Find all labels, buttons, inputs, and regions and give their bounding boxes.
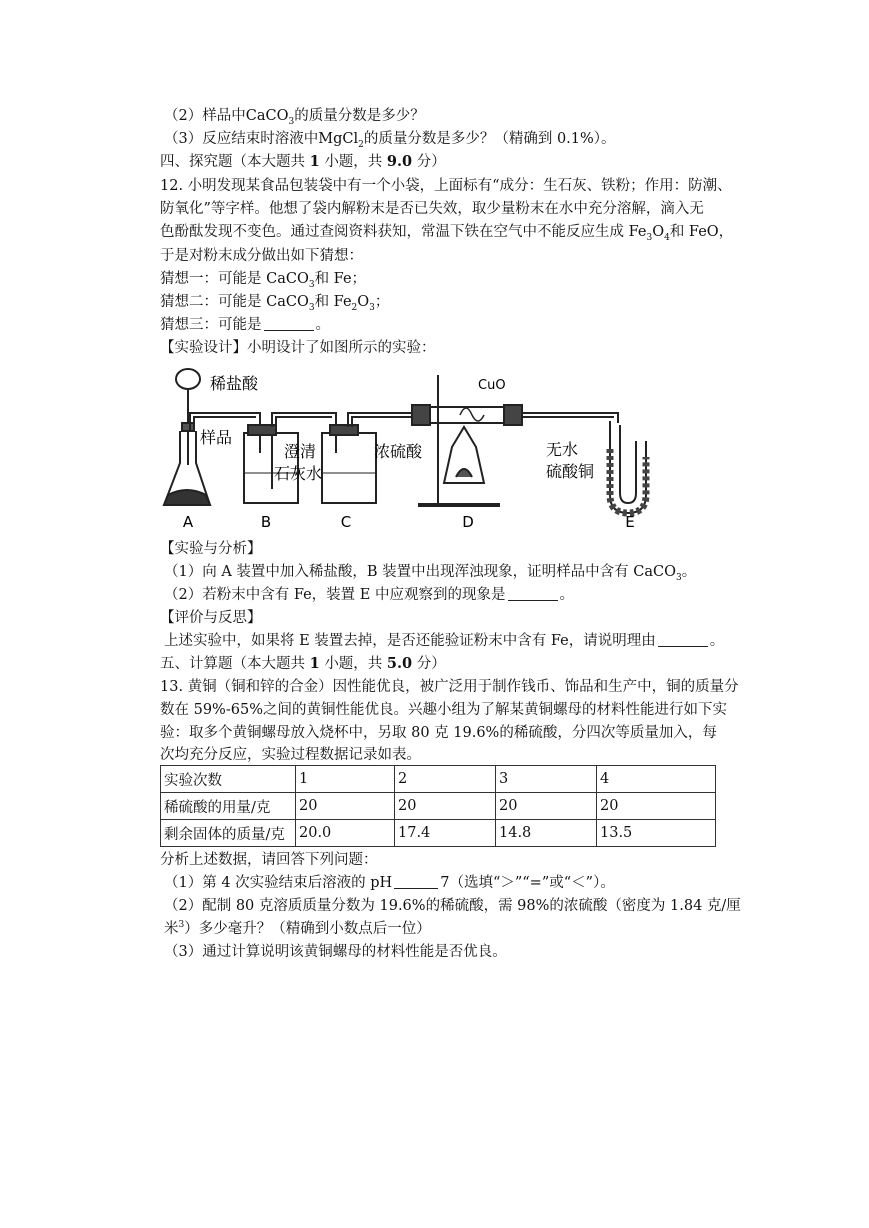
section4-heading: 四、探究题（本大题共 1 小题，共 9.0 分）: [160, 153, 446, 170]
table-row: [161, 766, 716, 793]
label-limewater-2: 石灰水: [274, 464, 323, 483]
label-E: E: [625, 513, 635, 531]
answer-blank: [658, 632, 708, 647]
analysis-1: （1）向 A 装置中加入稀盐酸，B 装置中出现浑浊现象，证明样品中含有 CaCO$_3$。: [164, 564, 697, 583]
answer-blank: [508, 586, 558, 601]
q12-line3: 色酚酞发现不变色。通过查阅资料获知，常温下铁在空气中不能反应生成 $Fe_3O_4$和 FeO，: [160, 224, 734, 243]
label-sample: 样品: [200, 428, 233, 447]
q13-part1: （1）第 4 次实验结束后溶液的 pH 7（选填“＞”“=”或“＜”）。: [164, 875, 615, 891]
label-limewater-1: 澄清: [284, 442, 317, 461]
q13-part3: （3）通过计算说明该黄铜螺母的材料性能是否优良。: [164, 944, 507, 960]
table-cell: 13.5: [597, 820, 716, 847]
q13-line3: 验：取多个黄铜螺母放入烧杯中，另取 80 克 19.6%的稀硫酸，分四次等质量加入，每: [160, 725, 717, 741]
q11-part3: （3）反应结束时溶液中MgCl$_2$的质量分数是多少？（精确到 0.1%）。: [164, 131, 616, 150]
guess-2: 猜想二：可能是 CaCO$_3$和 $Fe_2O_3$；: [160, 294, 390, 313]
table-row: [161, 820, 716, 847]
table-cell: 实验次数: [161, 766, 296, 793]
answer-blank: [394, 874, 438, 889]
q12-line2: 防氧化”等字样。他想了袋内解粉末是否已失效，取少量粉末在水中充分溶解，滴入无: [160, 201, 704, 217]
experiment-data-table: [160, 765, 716, 847]
q13-line1: 13. 黄铜（铜和锌的合金）因性能优良，被广泛用于制作钱币、饰品和生产中，铜的质量分: [160, 679, 739, 695]
table-cell: 剩余固体的质量/克: [161, 820, 296, 847]
label-cuso4-1: 无水: [546, 440, 579, 459]
label-cuo: CuO: [478, 378, 506, 393]
apparatus-diagram: [160, 365, 680, 533]
evaluation-heading: 【评价与反思】: [160, 610, 262, 626]
evaluation-question: 上述实验中，如果将 E 装置去掉，是否还能验证粉末中含有 Fe，请说明理由 。: [164, 633, 725, 649]
table-cell: 20: [395, 793, 496, 820]
label-B: B: [260, 513, 272, 531]
label-cuso4-2: 硫酸铜: [546, 462, 595, 481]
answer-blank: [264, 316, 314, 331]
table-cell: 20: [496, 793, 597, 820]
table-cell: 1: [296, 766, 395, 793]
label-D: D: [462, 513, 474, 531]
experiment-design: 【实验设计】小明设计了如图所示的实验：: [160, 340, 436, 356]
q12-line4: 于是对粉末成分做出如下猜想：: [160, 248, 363, 264]
table-cell: 4: [597, 766, 716, 793]
label-dilute-hcl: 稀盐酸: [210, 374, 259, 393]
q13-part2-line2: 米$^3$）多少毫升？（精确到小数点后一位）: [164, 920, 431, 937]
guess-3: 猜想三：可能是 。: [160, 317, 330, 333]
q13-line2: 数在 59%-65%之间的黄铜性能优良。兴趣小组为了解某黄铜螺母的材料性能进行如下实: [160, 702, 727, 718]
table-row: [161, 793, 716, 820]
label-C: C: [340, 513, 352, 531]
table-cell: 2: [395, 766, 496, 793]
q13-instruction: 分析上述数据，请回答下列问题：: [160, 852, 378, 868]
analysis-2: （2）若粉末中含有 Fe，装置 E 中应观察到的现象是 。: [164, 587, 574, 603]
table-cell: 20: [296, 793, 395, 820]
analysis-heading: 【实验与分析】: [160, 541, 262, 557]
table-cell: 稀硫酸的用量/克: [161, 793, 296, 820]
section5-heading: 五、计算题（本大题共 1 小题，共 5.0 分）: [160, 655, 446, 672]
table-cell: 20: [597, 793, 716, 820]
label-A: A: [182, 513, 194, 531]
q11-part2: （2）样品中CaCO$_3$的质量分数是多少？: [164, 108, 425, 127]
q13-part2-line1: （2）配制 80 克溶质质量分数为 19.6%的稀硫酸，需 98%的浓硫酸（密度为 1.84 克/厘: [164, 898, 741, 914]
q12-line1: 12. 小明发现某食品包装袋中有一个小袋，上面标有“成分：生石灰、铁粉；作用：防潮、: [160, 178, 732, 194]
table-cell: 17.4: [395, 820, 496, 847]
label-conc-h2so4: 浓硫酸: [374, 442, 423, 461]
table-cell: 3: [496, 766, 597, 793]
table-cell: 20.0: [296, 820, 395, 847]
guess-1: 猜想一：可能是 CaCO$_3$和 Fe；: [160, 271, 367, 290]
table-cell: 14.8: [496, 820, 597, 847]
q13-line4: 次均充分反应，实验过程数据记录如表。: [160, 747, 421, 763]
